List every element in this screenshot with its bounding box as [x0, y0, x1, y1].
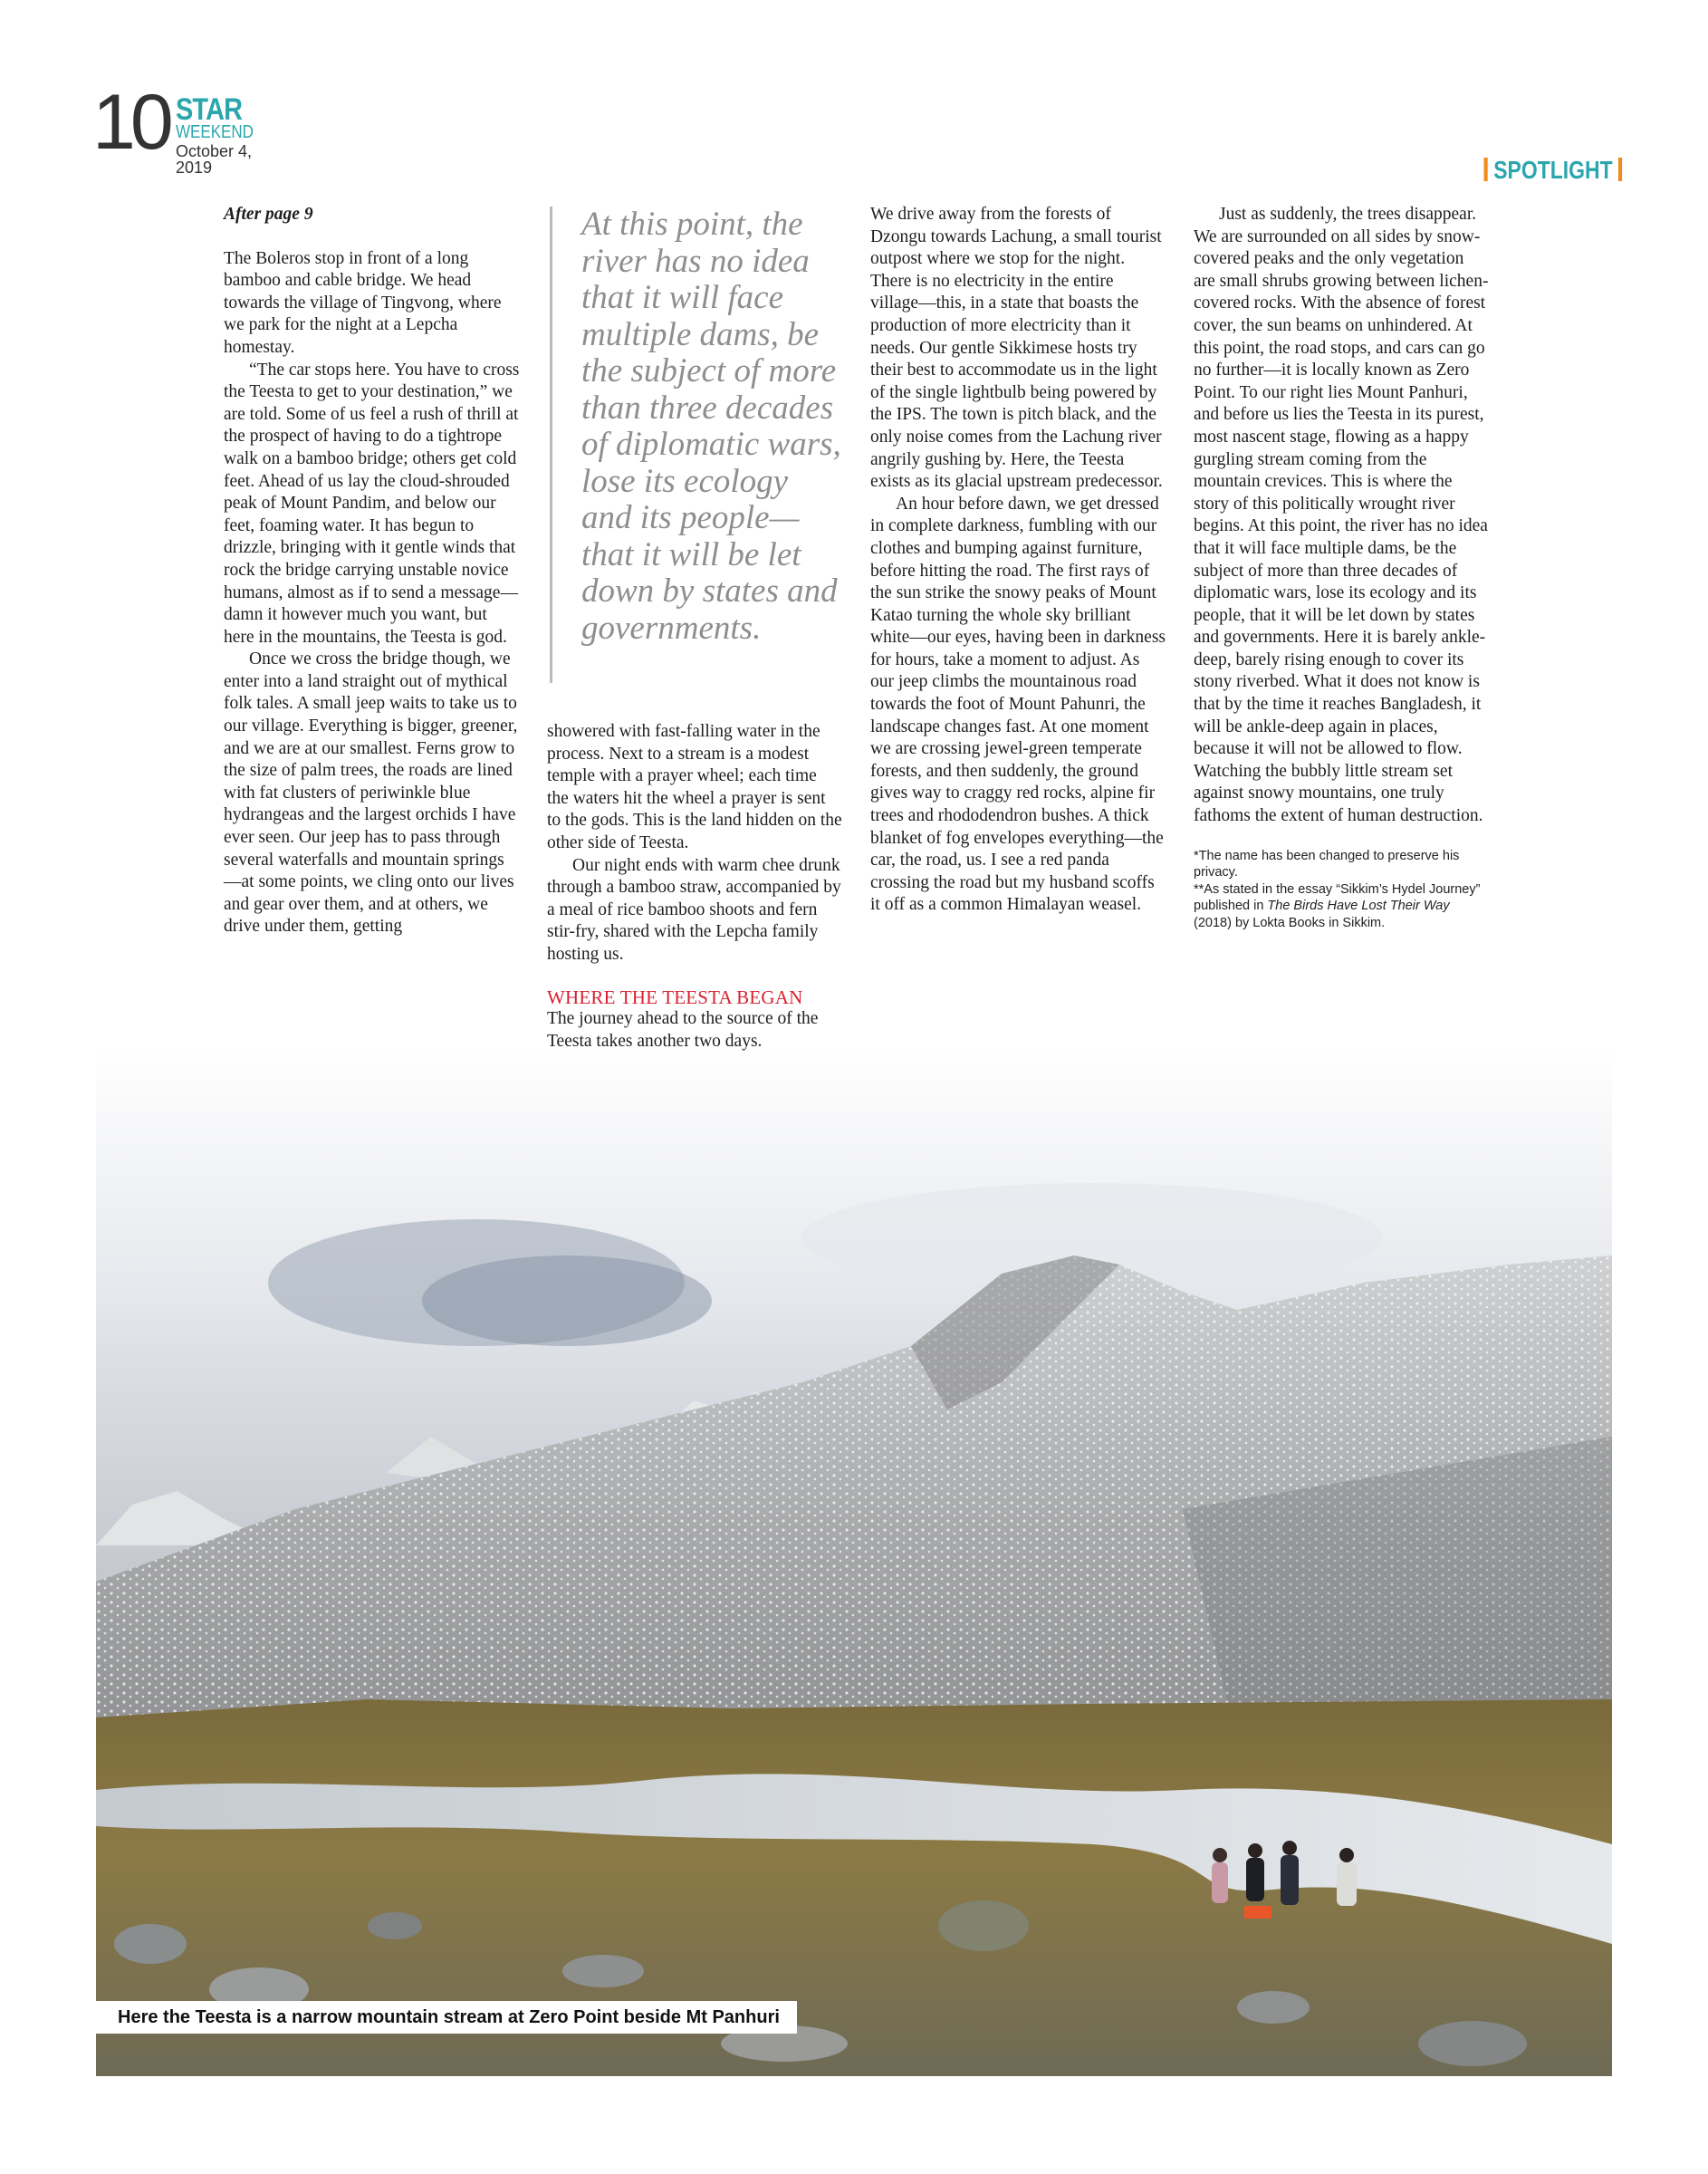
page-number: 10 [92, 79, 168, 166]
paragraph: We drive away from the forests of Dzongu towards Lachung, a small tourist outpost where we stop for the night. There is no electricity in the entire village—this, in a state that boasts the production of more electricity than it needs. Our gentle Sikkimese hosts try their best to accommodate us in the light of the single lightbulb being powered by the IPS. The town is pitch black, and the only noise comes from the Lachung river angrily gushing by. Here, the Teesta exists as its glacial upstream predecessor. [870, 205, 1163, 492]
section-bar-left [1484, 158, 1488, 181]
brand-weekend: WEEKEND [176, 122, 254, 142]
paragraph: Our night ends with warm chee drunk through a bamboo straw, accompanied by a meal of rice bamboo shoots and fern stir-fry, shared with the Lepcha family hosting us. [547, 855, 841, 964]
article-column-4 [1194, 204, 1489, 932]
pull-quote: At this point, the river has no idea that it will face multiple dams, be the subject of more than three decades of diplomatic wars, lose its ecology and its people—that it will be let down by states and governments. [550, 207, 841, 683]
footnote-2-book: The Birds Have Lost Their Way [1267, 899, 1450, 914]
paragraph: showered with fast-falling water in the process. Next to a stream is a modest temple with a prayer wheel; each time the waters hit the wheel a prayer is sent to the gods. This is the land hidden on the other side of Teesta. [547, 722, 842, 852]
footnote-2-suffix: (2018) by Lokta Books in Sikkim. [1194, 916, 1386, 930]
section-bar-right [1618, 158, 1622, 181]
paragraph: An hour before dawn, we get dressed in complete darkness, fumbling with our clothes and bumping against furniture, before hitting the road. The first rays of the sun strike the snowy peaks of Mount Katao turning the whole sky brilliant white—our eyes, having been in darkness for hours, take a moment to adjust. As our jeep climbs the mountainous road towards the foot of Mount Pahunri, the landscape changes fast. At one moment we are crossing jewel-green temperate forests, and then suddenly, the ground gives way to craggy red rocks, alpine fir trees and rhododendron bushes. A thick blanket of fog envelopes everything—the car, the road, us. I see a red panda crossing the road but my husband scoffs it off as a common Himalayan weasel. [870, 494, 1166, 915]
paragraph: Once we cross the bridge though, we enter into a land straight out of mythical folk tales. A small jeep waits to take us to our village. Everything is bigger, greener, and we are at our smallest. Ferns grow to the size of palm trees, the roads are lined with fat clusters of periwinkle blue hydrangeas and the largest orchids I have ever seen. Our jeep has to pass through several waterfalls and mountain springs—at some points, we cling onto our lives and gear over them, and at others, we drive under them, getting [224, 649, 518, 937]
footnotes [1194, 848, 1489, 932]
paragraph: The Boleros stop in front of a long bamboo and cable bridge. We head towards the village of Tingvong, where we park for the night at a Lepcha homestay. [224, 248, 502, 357]
brand-logo [176, 94, 267, 176]
paragraph: “The car stops here. You have to cross the Teesta to get to your destination,” we are told. Some of us feel a rush of thrill at the prospect of having to do a tightrope walk on a bamboo bridge; others get cold feet. Ahead of us lay the cloud-shrouded peak of Mount Pandim, and below our feet, foaming water. It has begun to drizzle, bringing with it gentle winds that rock the bridge carrying unstable novice humans, almost as if to send a message—damn it however much you want, but here in the mountains, the Teesta is god. [224, 360, 520, 647]
footnote-2-prefix: **As stated in the essay “Sikkim’s Hydel Journey” published in [1194, 881, 1481, 914]
footnote-2 [1194, 881, 1489, 932]
paragraph: The journey ahead to the source of the Teesta takes another two days. [547, 1009, 819, 1051]
article-column-3 [870, 204, 1166, 917]
article-column-1 [224, 204, 521, 938]
brand-star: STAR [176, 92, 243, 127]
subhead: WHERE THE TEESTA BEGAN [547, 986, 803, 1008]
photo-caption: Here the Teesta is a narrow mountain stream at Zero Point beside Mt Panhuri [96, 2001, 797, 2034]
paragraph: Just as suddenly, the trees disappear. We are surrounded on all sides by snow-covered peaks and the only vegetation are small shrubs growing between lichen-covered rocks. With the absence of forest cover, the sun beams on unhindered. At this point, the road stops, and cars can go no further—it is locally known as Zero Point. To our right lies Mount Panhuri, and before us lies the Teesta in its purest, most nascent stage, flowing as a happy gurgling stream coming from the mountain crevices. This is where the story of this politically wrought river begins. At this point, the river has no idea that it will face multiple dams, be the subject of more than three decades of diplomatic wars, lose its ecology and its people, that it will be let down by states and governments. Here it is barely ankle-deep, barely rising enough to cover its stony riverbed. What it does not know is that by the time it reaches Bangladesh, it will be ankle-deep again in places, because it will not be allowed to flow. Watching the bubbly little stream set against snowy mountains, one truly fathoms the extent of human destruction. [1194, 205, 1489, 826]
section-tag [1478, 156, 1613, 185]
issue-date: October 4, 2019 [176, 142, 253, 177]
kicker: After page 9 [224, 205, 313, 224]
section-label: SPOTLIGHT [1493, 156, 1613, 184]
footnote-1: *The name has been changed to preserve his privacy. [1194, 848, 1460, 880]
article-column-2 [547, 721, 842, 1053]
